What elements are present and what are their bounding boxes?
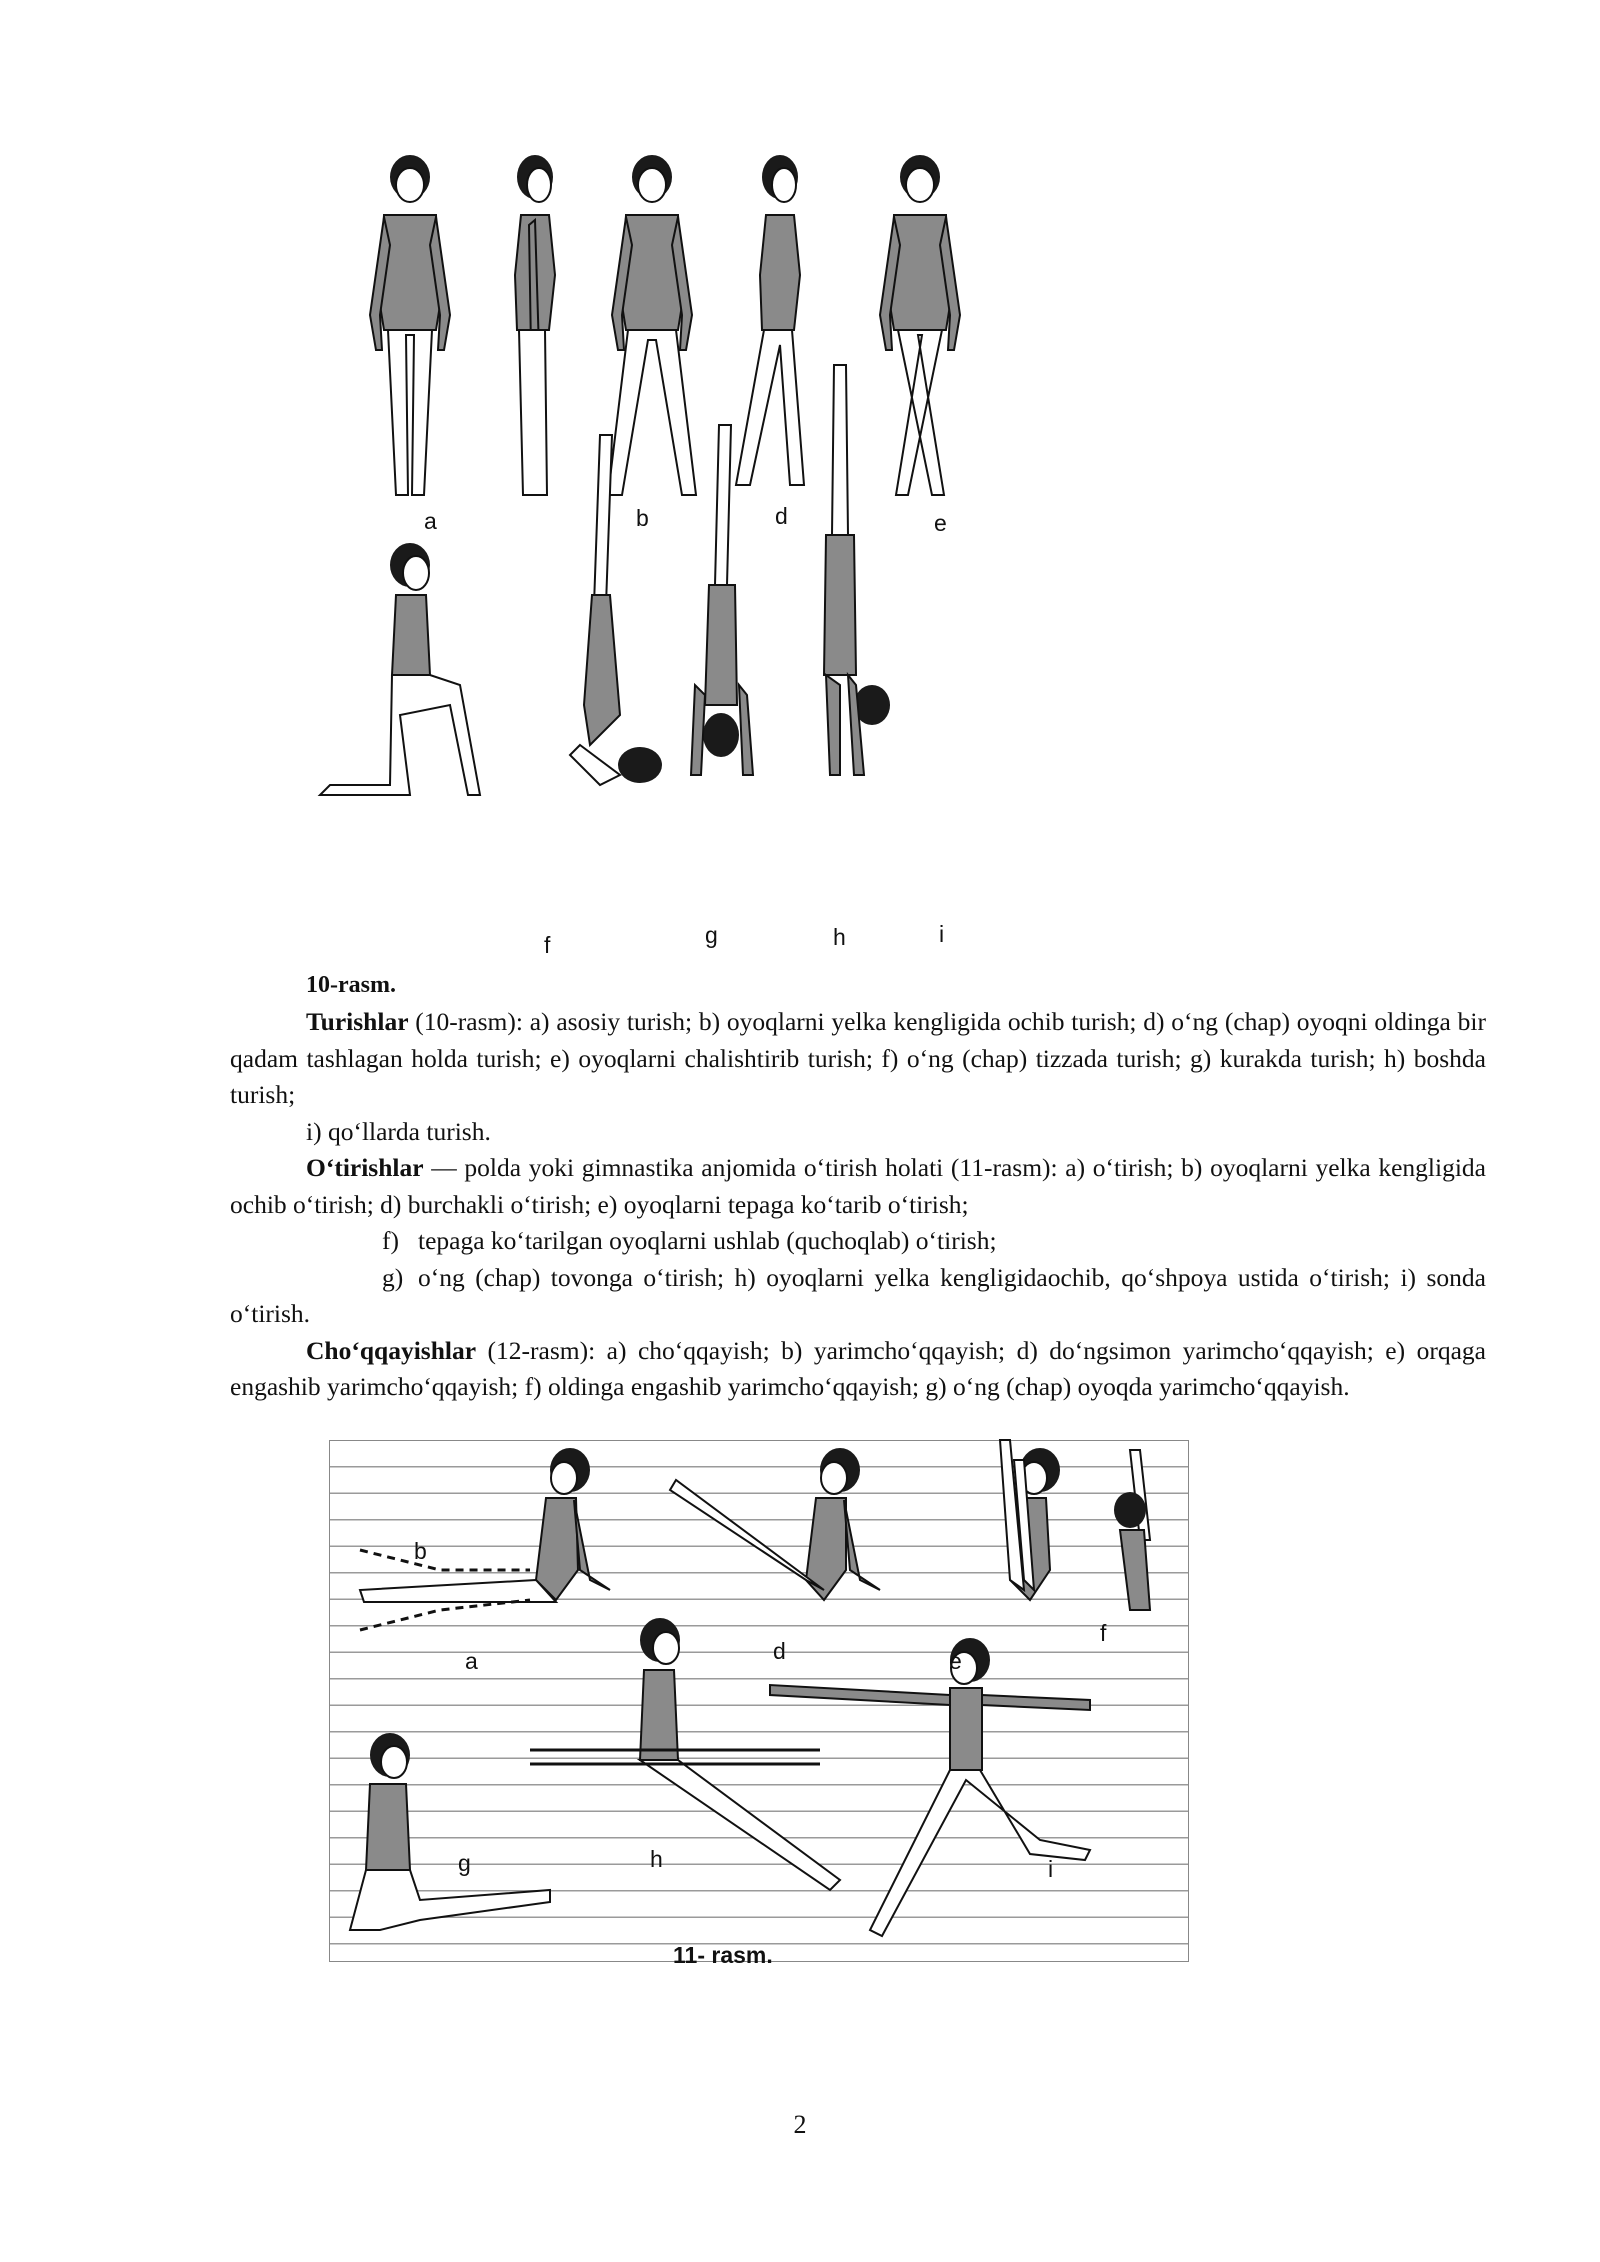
fig10-label-f: f	[544, 932, 551, 958]
pose-11i-figure	[770, 1638, 1090, 1936]
fig11-label-e: e	[949, 1648, 962, 1674]
choqqayish-heading: Cho‘qqayishlar	[306, 1335, 477, 1365]
pose-11g-figure	[350, 1733, 550, 1930]
fig10-label-h: h	[833, 924, 846, 950]
paragraph-otirishlar-f	[230, 1223, 1486, 1260]
otirishlar-f-text: tepaga ko‘tarilgan oyoqlarni ushlab (quchoqlab) o‘tirish;	[418, 1226, 997, 1255]
paragraph-turishlar-end: i) qo‘llarda turish.	[306, 1116, 491, 1146]
pose-d-figure	[608, 155, 696, 495]
pose-f-figure	[320, 543, 480, 795]
paragraph-turishlar	[230, 1004, 1486, 1114]
fig11-label-g: g	[458, 1850, 471, 1876]
fig10-label-b: b	[636, 505, 649, 531]
fig11-label-b: b	[414, 1538, 427, 1564]
fig11-label-d: d	[773, 1638, 786, 1664]
figure-10-caption: 10-rasm.	[306, 972, 396, 998]
fig10-label-g: g	[705, 922, 718, 948]
fig11-label-f: f	[1100, 1620, 1107, 1646]
figure-11-illustration	[330, 1440, 1188, 1960]
otirishlar-f-marker: f)	[382, 1226, 399, 1255]
choqqayish-text: (12-rasm): a) cho‘qqayish; b) yarimcho‘qqayish; d) do‘ngsimon yarimcho‘qqayish; e) orqaga engashib yarimcho‘qqayish; f) oldinga engashib yarimcho‘qqayish; g) o‘ng (chap) oyoqda yarimcho‘qqayish.	[230, 1335, 1486, 1401]
otirishlar-text: — polda yoki gimnastika anjomida o‘tirish holati (11-rasm): a) o‘tirish; b) oyoqlarni yelka kengligida ochib o‘tirish; d) burchakli o‘tirish; e) oyoqlarni tepaga ko‘tarib o‘tirish;	[230, 1153, 1486, 1219]
pose-11e-figure	[1000, 1440, 1060, 1600]
fig10-label-e: e	[934, 510, 947, 536]
pose-a-figure	[370, 155, 450, 495]
pose-11d-figure	[670, 1448, 880, 1600]
otirishlar-g-marker: g)	[382, 1262, 404, 1292]
otirishlar-heading: O‘tirishlar	[306, 1153, 424, 1182]
fig11-label-i: i	[1048, 1856, 1054, 1882]
pose-11f-figure	[1114, 1450, 1150, 1610]
figure-10-illustration	[330, 145, 1030, 965]
fig10-label-a: a	[424, 508, 437, 534]
paragraph-choqqayish	[230, 1333, 1486, 1406]
figure-11-caption: 11- rasm.	[673, 1942, 773, 1968]
turishlar-text: (10-rasm): a) asosiy turish; b) oyoqlarni yelka kengligida ochib turish; d) o‘ng (chap) oyoqni oldinga bir qadam tashlagan holda turish; e) oyoqlarni chalishtirib turish; f) o‘ng (chap) tizzada turish; g) kurakda turish; h) boshda turish;	[230, 1007, 1486, 1109]
fig11-label-h: h	[650, 1846, 663, 1872]
fig10-label-i: i	[939, 921, 945, 947]
paragraph-otirishlar	[230, 1150, 1486, 1223]
pose-b-figure	[515, 155, 555, 495]
fig10-label-d: d	[775, 503, 788, 529]
pose-i-figure	[824, 365, 890, 775]
otirishlar-g-text: o‘ng (chap) tovonga o‘tirish; h) oyoqlarni yelka kengligidaochib, qo‘shpoya ustida o‘tirish; i) sonda o‘tirish.	[230, 1262, 1486, 1328]
pose-e-figure	[736, 155, 804, 485]
turishlar-heading: Turishlar	[306, 1007, 409, 1036]
pose-11h-figure	[530, 1618, 840, 1890]
page-number: 2	[793, 2110, 807, 2139]
pose-11a-figure	[360, 1448, 610, 1630]
pose-crossed-figure	[880, 155, 960, 495]
fig11-label-a: a	[465, 1648, 478, 1674]
body-text	[230, 1004, 1486, 1406]
paragraph-otirishlar-g	[230, 1260, 1486, 1333]
